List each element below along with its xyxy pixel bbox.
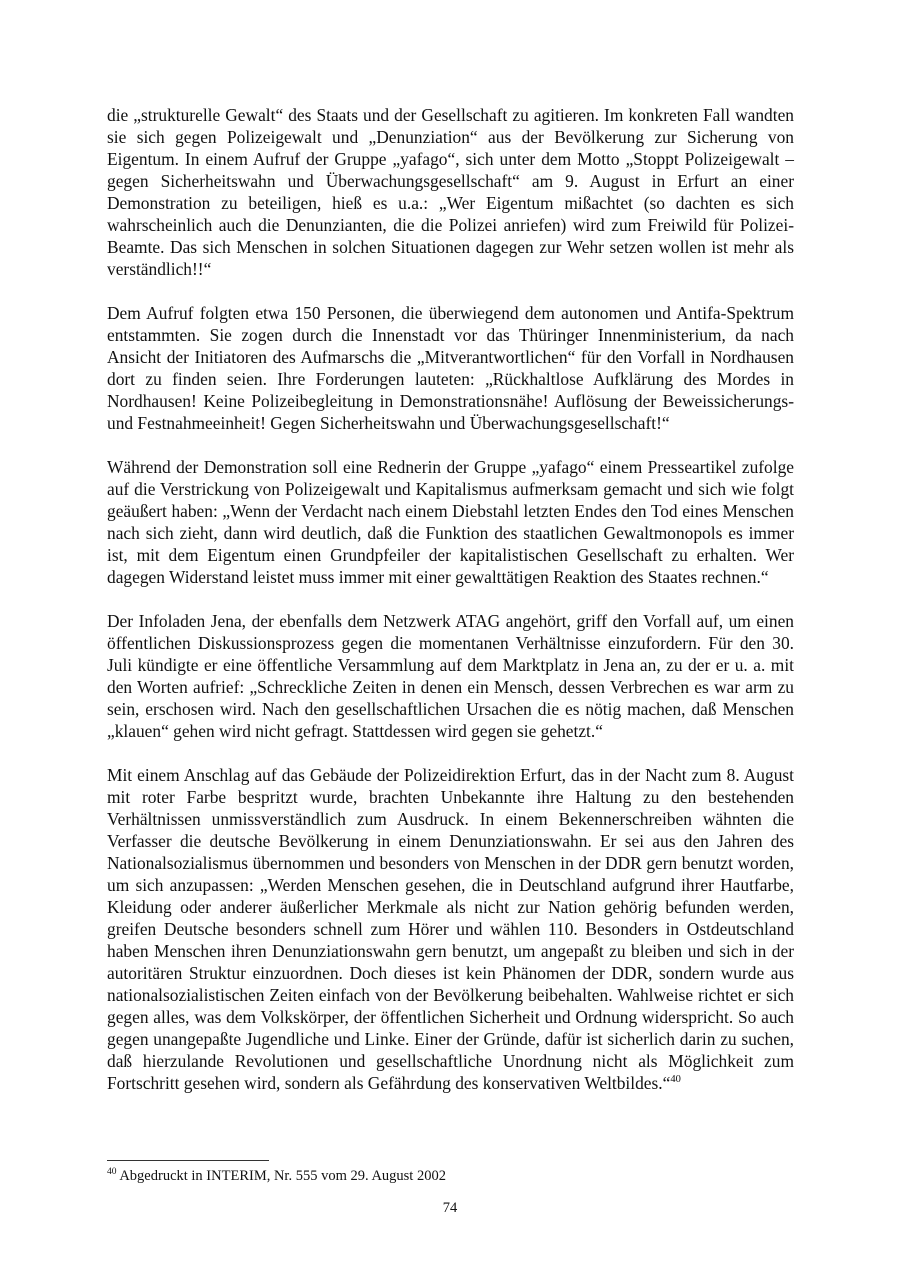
page-number: 74 — [442, 1200, 458, 1216]
paragraph-1: die „strukturelle Gewalt“ des Staats und der Gesellschaft zu agitieren. Im konkreten Fall wandten sie sich gegen Polizeigewalt und „Denunziation“ aus der Bevölkerung zur Sicherung von Eigentum. In einem Aufruf der Gruppe „yafago“, sich unter dem Motto „Stoppt Polizeigewalt – gegen Sicherheitswahn und Überwachungsgesellschaft“ am 9. August in Erfurt an einer Demonstration zu beteiligen, hieß es u.a.: „Wer Eigentum mißachtet (so dachten es sich wahrscheinlich auch die Denunzianten, die die Polizei anriefen) wird zum Freiwild für Polizei-Beamte. Das sich Menschen in solchen Situationen dagegen zur Wehr setzen wollen ist mehr als verständlich!!“ — [107, 105, 794, 279]
paragraph-5 — [107, 764, 794, 1094]
footnote-text: Abgedruckt in INTERIM, Nr. 555 vom 29. August 2002 — [119, 1168, 446, 1184]
footnote-number: 40 — [107, 1167, 117, 1178]
paragraph-5-text: Mit einem Anschlag auf das Gebäude der Polizeidirektion Erfurt, das in der Nacht zum 8. August mit roter Farbe bespritzt wurde, brachten Unbekannte ihre Haltung zu den bestehenden Verhältnissen unmissverständlich zum Ausdruck. In einem Bekennerschreiben wähnten die Verfasser die deutsche Bevölkerung in einem Denunziationswahn. Er sei aus den Jahren des Nationalsozialismus übernommen und besonders von Menschen in der DDR gern benutzt worden, um sich anzupassen: „Werden Menschen gesehen, die in Deutschland aufgrund ihrer Hautfarbe, Kleidung oder anderer äußerlicher Merkmale als nicht zur Nation gehörig befunden werden, greifen Deutsche besonders schnell zum Hörer und wählen 110. Besonders in Ostdeutschland haben Menschen ihren Denunziationswahn gern benutzt, um angepaßt zu bleiben und sich in der autoritären Struktur einzuordnen. Doch dieses ist kein Phänomen der DDR, sondern wurde aus nationalsozialistischen Zeiten einfach von der Bevölkerung beibehalten. Wahlweise richtet er sich gegen alles, was dem Volkskörper, der öffentlichen Sicherheit und Ordnung widerspricht. So auch gegen unangepaßte Jugendliche und Linke. Einer der Gründe, dafür ist sicherlich darin zu suchen, daß hierzulande Revolutionen und gesellschaftliche Unordnung nicht als Möglichkeit zum Fortschritt gesehen wird, sondern als Gefährdung des konservativen Weltbildes.“ — [107, 765, 794, 1093]
paragraph-4: Der Infoladen Jena, der ebenfalls dem Netzwerk ATAG angehört, griff den Vorfall auf, um einen öffentlichen Diskussionsprozess gegen die momentanen Verhältnisse einzufordern. Für den 30. Juli kündigte er eine öffentliche Versammlung auf dem Marktplatz in Jena an, zu der er u. a. mit den Worten aufrief: „Schreckliche Zeiten in denen ein Mensch, dessen Verbrechen es war arm zu sein, erschosen wird. Nach den gesellschaftlichen Ursachen die es nötig machen, daß Menschen „klauen“ gehen wird nicht gefragt. Stattdessen wird gegen sie gehetzt.“ — [107, 611, 794, 741]
body-text — [107, 104, 794, 1116]
paragraph-2: Dem Aufruf folgten etwa 150 Personen, die überwiegend dem autonomen und Antifa-Spektrum entstammten. Sie zogen durch die Innenstadt vor das Thüringer Innenministerium, da nach Ansicht der Initiatoren des Aufmarschs die „Mitverantwortlichen“ für den Vorfall in Nordhausen dort zu finden seien. Ihre Forderungen lauteten: „Rückhaltlose Aufklärung des Mordes in Nordhausen! Keine Polizeibegleitung in Demonstrationsnähe! Auflösung der Beweissicherungs- und Festnahmeeinheit! Gegen Sicherheitswahn und Überwachungsgesellschaft!“ — [107, 303, 794, 433]
footnote — [107, 1167, 794, 1185]
paragraph-3: Während der Demonstration soll eine Rednerin der Gruppe „yafago“ einem Presseartikel zufolge auf die Verstrickung von Polizeigewalt und Kapitalismus aufmerksam gemacht und sich wie folgt geäußert haben: „Wenn der Verdacht nach einem Diebstahl letzten Endes den Tod eines Menschen nach sich zieht, dann wird deutlich, daß die Funktion des staatlichen Gewaltmonopols es immer ist, mit dem Eigentum einen Grundpfeiler der kapitalistischen Gesellschaft zu erhalten. Wer dagegen Widerstand leistet muss immer mit einer gewalttätigen Reaktion des Staates rechnen.“ — [107, 457, 794, 587]
footnote-separator — [107, 1160, 269, 1161]
footnote-reference: 40 — [670, 1074, 681, 1086]
